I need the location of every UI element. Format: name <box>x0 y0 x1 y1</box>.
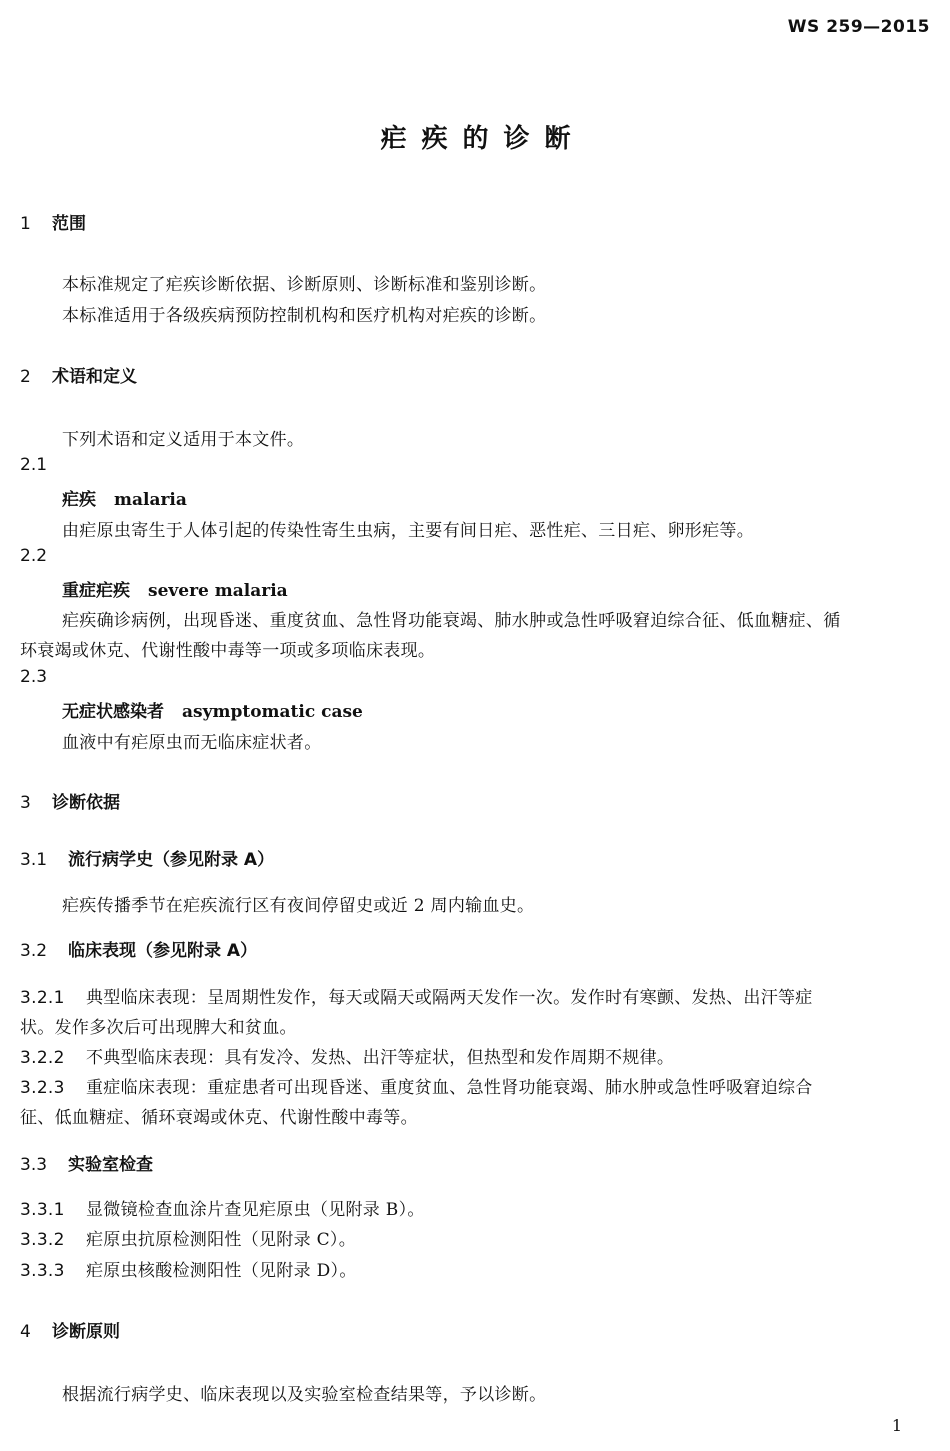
section-2-heading <box>20 362 137 387</box>
section-4-heading <box>20 1317 120 1342</box>
clause-number: 3.2.3 <box>20 1078 65 1098</box>
term-definition: 由疟原虫寄生于人体引起的传染性寄生虫病，主要有间日疟、恶性疟、三日疟、卵形疟等。 <box>62 521 754 541</box>
clause-text-continued: 状。发作多次后可出现脾大和贫血。 <box>20 1018 297 1038</box>
paragraph: 疟疾传播季节在疟疾流行区有夜间停留史或近 2 周内输血史。 <box>62 896 535 916</box>
document-title: 疟疾的诊断 <box>380 124 586 154</box>
term-cn: 无症状感染者 <box>62 702 164 722</box>
subsection-title: 流行病学史（参见附录 A） <box>68 850 275 870</box>
clause-item <box>20 1195 425 1220</box>
section-number: 4 <box>20 1322 31 1342</box>
term-number: 2.3 <box>20 667 48 687</box>
paragraph: 根据流行病学史、临床表现以及实验室检查结果等，予以诊断。 <box>62 1385 547 1405</box>
subsection-number: 3.3 <box>20 1155 48 1175</box>
subsection-title: 临床表现（参见附录 A） <box>68 941 258 961</box>
clause-item <box>20 1225 356 1250</box>
term-number: 2.2 <box>20 546 48 566</box>
term-cn: 重症疟疾 <box>62 581 130 601</box>
clause-number: 3.3.3 <box>20 1261 65 1281</box>
term-definition-continued: 环衰竭或休克、代谢性酸中毒等一项或多项临床表现。 <box>20 641 436 661</box>
clause-text: 典型临床表现：呈周期性发作，每天或隔天或隔两天发作一次。发作时有寒颤、发热、出汗等症 <box>86 988 813 1008</box>
term-heading <box>62 576 288 601</box>
section-title: 诊断原则 <box>52 1322 120 1342</box>
clause-number: 3.2.1 <box>20 988 65 1008</box>
term-definition: 血液中有疟原虫而无临床症状者。 <box>62 733 322 753</box>
section-title: 范围 <box>52 214 86 234</box>
section-1-heading <box>20 209 86 234</box>
paragraph: 下列术语和定义适用于本文件。 <box>62 430 305 450</box>
clause-item <box>20 1073 813 1098</box>
term-number: 2.1 <box>20 455 48 475</box>
subsection-3-3-heading <box>20 1150 153 1175</box>
term-heading <box>62 485 187 510</box>
section-title: 诊断依据 <box>52 793 120 813</box>
clause-number: 3.3.1 <box>20 1200 65 1220</box>
clause-number: 3.2.2 <box>20 1048 65 1068</box>
section-number: 3 <box>20 793 31 813</box>
term-en: severe malaria <box>148 581 288 601</box>
standard-code: WS 259—2015 <box>787 17 930 37</box>
term-cn: 疟疾 <box>62 490 96 510</box>
clause-item <box>20 983 813 1008</box>
page-number: 1 <box>891 1416 902 1435</box>
clause-text: 显微镜检查血涂片查见疟原虫（见附录 B）。 <box>86 1200 425 1220</box>
clause-text: 不典型临床表现：具有发冷、发热、出汗等症状，但热型和发作周期不规律。 <box>86 1048 675 1068</box>
term-heading <box>62 697 363 722</box>
section-number: 2 <box>20 367 31 387</box>
clause-text: 重症临床表现：重症患者可出现昏迷、重度贫血、急性肾功能衰竭、肺水肿或急性呼吸窘迫综合 <box>86 1078 813 1098</box>
clause-text-continued: 征、低血糖症、循环衰竭或休克、代谢性酸中毒等。 <box>20 1108 418 1128</box>
subsection-title: 实验室检查 <box>68 1155 153 1175</box>
subsection-number: 3.1 <box>20 850 48 870</box>
section-3-heading <box>20 788 120 813</box>
section-title: 术语和定义 <box>52 367 137 387</box>
clause-item <box>20 1043 674 1068</box>
paragraph: 本标准规定了疟疾诊断依据、诊断原则、诊断标准和鉴别诊断。 <box>62 275 547 295</box>
subsection-number: 3.2 <box>20 941 48 961</box>
clause-number: 3.3.2 <box>20 1230 65 1250</box>
term-en: asymptomatic case <box>182 702 363 722</box>
section-number: 1 <box>20 214 31 234</box>
subsection-3-1-heading <box>20 845 274 870</box>
paragraph: 本标准适用于各级疾病预防控制机构和医疗机构对疟疾的诊断。 <box>62 306 547 326</box>
clause-text: 疟原虫核酸检测阳性（见附录 D）。 <box>86 1261 357 1281</box>
subsection-3-2-heading <box>20 936 257 961</box>
clause-text: 疟原虫抗原检测阳性（见附录 C）。 <box>86 1230 357 1250</box>
clause-item <box>20 1256 357 1281</box>
term-definition: 疟疾确诊病例，出现昏迷、重度贫血、急性肾功能衰竭、肺水肿或急性呼吸窘迫综合征、低血糖症、循 <box>62 611 841 631</box>
term-en: malaria <box>114 490 187 510</box>
